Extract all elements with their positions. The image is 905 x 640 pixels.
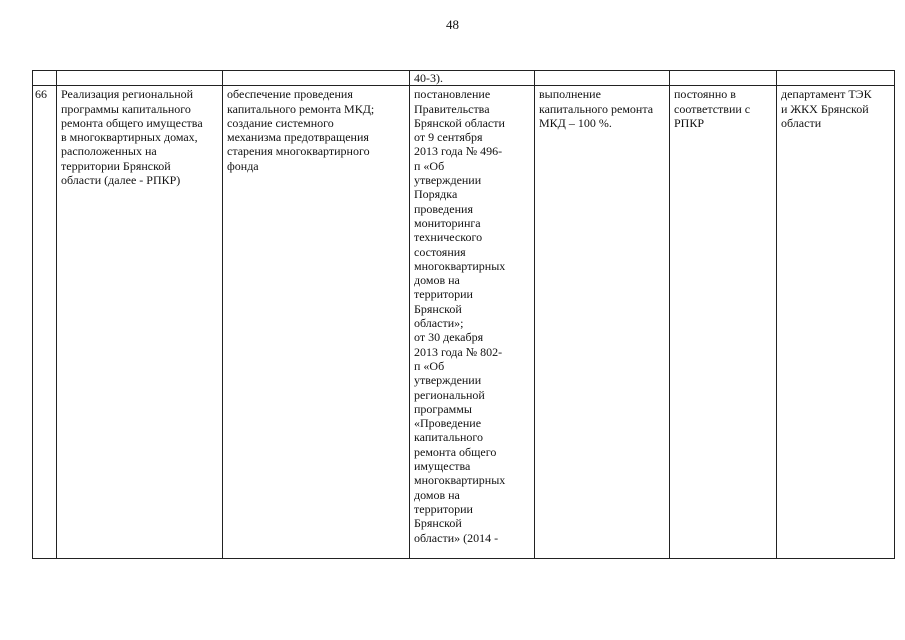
responsible-cell: департамент ТЭК и ЖКХ Брянской области	[777, 86, 895, 559]
deadline-cell: постоянно в соответствии с РПКР	[670, 86, 777, 559]
page-number: 48	[446, 17, 459, 32]
measures-table	[32, 70, 895, 559]
cell-goal	[223, 71, 410, 86]
table-row	[33, 86, 895, 559]
indicator-cell: выполнение капитального ремонта МКД – 100 %.	[535, 86, 670, 559]
cell-measure	[57, 71, 223, 86]
cell-basis: 40-3).	[410, 71, 535, 86]
cell-indicator	[535, 71, 670, 86]
table-row-continuation	[33, 71, 895, 86]
cell-responsible	[777, 71, 895, 86]
goal-cell: обеспечение проведения капитального ремонта МКД; создание системного механизма предотвращения старения многоквартирного фонда	[223, 86, 410, 559]
cell-deadline	[670, 71, 777, 86]
measure-cell: Реализация региональной программы капитального ремонта общего имущества в многоквартирных домах, расположенных на территории Брянской области (далее - РПКР)	[57, 86, 223, 559]
cell-num	[33, 71, 57, 86]
row-number: 66	[33, 86, 57, 559]
legal-basis-cell: постановление Правительства Брянской области от 9 сентября 2013 года № 496- п «Об утверждении Порядка проведения мониторинга технического состояния многоквартирных домов на территории Брянской области»; от 30 декабря 2013 года № 802- п «Об утверждении региональной программы «Проведение капитального ремонта общего имущества многоквартирных домов на территории Брянской области» (2014 -	[410, 86, 535, 559]
